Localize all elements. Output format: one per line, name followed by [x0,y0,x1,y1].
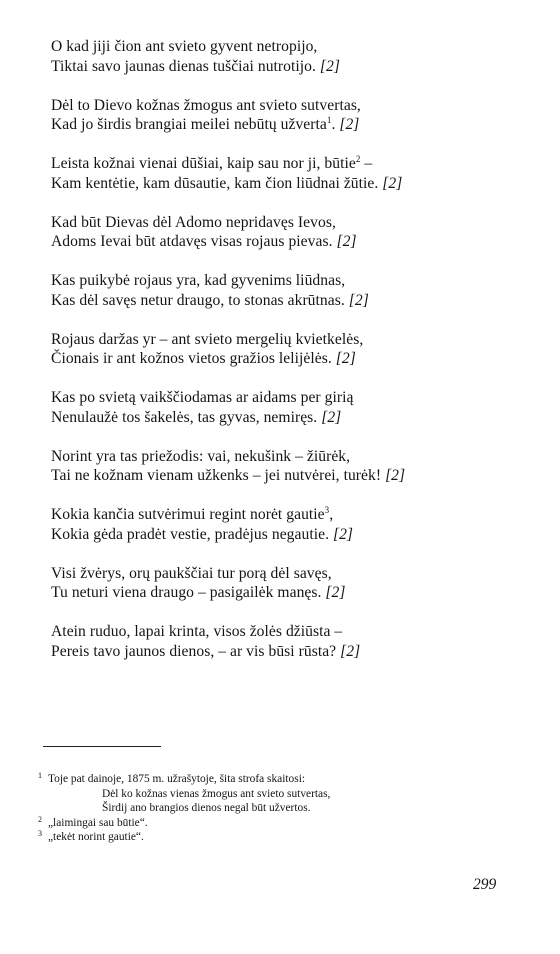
poem-line: Adoms Ievai būt atdavęs visas rojaus pievas. [2] [51,233,357,250]
repeat-mark: [2] [319,57,341,75]
stanza-gap [51,252,521,272]
footnote-ref: 3 [324,505,330,515]
footnote-ref: 2 [355,154,361,164]
poem-line: Kokia kančia sutvėrimui regint norėt gautie$^3$, [51,505,334,523]
repeat-mark: [2] [340,642,361,660]
poem-line: Kokia gėda pradėt vestie, pradėjus negautie. [2] [51,525,354,543]
stanza-2 [51,96,521,135]
poem-line: Norint yra tas priežodis: vai, nekušink – žiūrėk, [51,447,351,465]
stanza-gap [51,193,521,213]
repeat-mark: [2] [336,233,357,250]
stanza-gap [51,603,521,623]
repeat-mark: [2] [325,584,346,601]
poem-line: Kas po svietą vaikščiodamas ar aidams per girią [51,389,354,406]
repeat-mark: [2] [382,174,403,192]
stanza-gap [51,369,521,389]
stanza-4 [51,213,521,252]
footnote-quote-line: Dėl ko kožnas vienas žmogus ant svieto sutvertas, [102,787,331,800]
stanza-5 [51,271,521,310]
stanza-9 [51,505,521,544]
footnote-quote-line: Širdij ano brangios dienos negal būt užvertos. [102,802,311,814]
poem-line: Tu neturi viena draugo – pasigailėk manęs. [2] [51,584,346,601]
poem-line: Kas puikybė rojaus yra, kad gyvenims liūdnas, [51,272,346,289]
stanza-11 [51,622,521,661]
footnotes [38,772,498,845]
poem-line: Leista kožnai vienai dūšiai, kaip sau nor ji, būtie$^2$ – [51,154,373,172]
poem-line: Nenulaužė tos šakelės, tas gyvas, nemiręs. [2] [51,408,342,426]
stanza-gap [51,486,521,506]
stanza-6 [51,330,521,369]
stanza-1 [51,37,521,76]
stanza-gap [51,544,521,564]
poem [51,37,521,661]
poem-line: Pereis tavo jaunos dienos, – ar vis būsi rūsta? [2] [51,642,361,660]
footnote-ref: 1 [326,115,332,125]
poem-line: Atein ruduo, lapai krinta, visos žolės džiūsta – [51,623,343,640]
repeat-mark: [2] [385,467,406,484]
page-number: 299 [473,876,497,893]
stanza-8 [51,447,521,486]
poem-line: Kad jo širdis brangiai meilei nebūtų užverta$^1$. [2] [51,115,360,133]
stanza-10 [51,564,521,603]
repeat-mark: [2] [339,116,360,133]
stanza-gap [51,135,521,155]
footnote-2: 2 „laimingai sau būtie“. [38,814,148,829]
poem-line: Rojaus daržas yr – ant svieto mergelių kvietkelės, [51,330,364,348]
footnote-1: 1 Toje pat dainoje, 1875 m. užrašytoje, šita strofa skaitosi: [38,771,306,785]
poem-line: Kam kentėtie, kam dūsautie, kam čion liūdnai žūtie. [2] [51,174,403,192]
footnote-3: 3 „tekėt norint gautie“. [38,829,144,843]
footnote-divider [43,746,161,747]
repeat-mark: [2] [335,350,356,367]
poem-line: Čionais ir ant kožnos vietos gražios lelijėlės. [2] [51,350,356,367]
poem-line: Tai ne kožnam vienam užkenks – jei nutvėrei, turėk! [2] [51,467,406,484]
repeat-mark: [2] [332,525,354,543]
stanza-gap [51,76,521,96]
stanza-3 [51,154,521,193]
poem-line: O kad jiji čion ant svieto gyvent netropijo, [51,38,318,55]
repeat-mark: [2] [321,408,342,426]
poem-line: Visi žvėrys, orų paukščiai tur porą dėl savęs, [51,564,332,582]
poem-line: Dėl to Dievo kožnas žmogus ant svieto sutvertas, [51,96,361,114]
repeat-mark: [2] [348,291,369,309]
stanza-gap [51,427,521,447]
poem-line: Kad būt Dievas dėl Adomo nepridavęs Ievos, [51,213,336,231]
poem-line: Kas dėl savęs netur draugo, to stonas akrūtnas. [2] [51,291,369,309]
stanza-gap [51,310,521,330]
poem-line: Tiktai savo jaunas dienas tuščiai nutrotijo. [2] [51,57,341,75]
stanza-7 [51,388,521,427]
